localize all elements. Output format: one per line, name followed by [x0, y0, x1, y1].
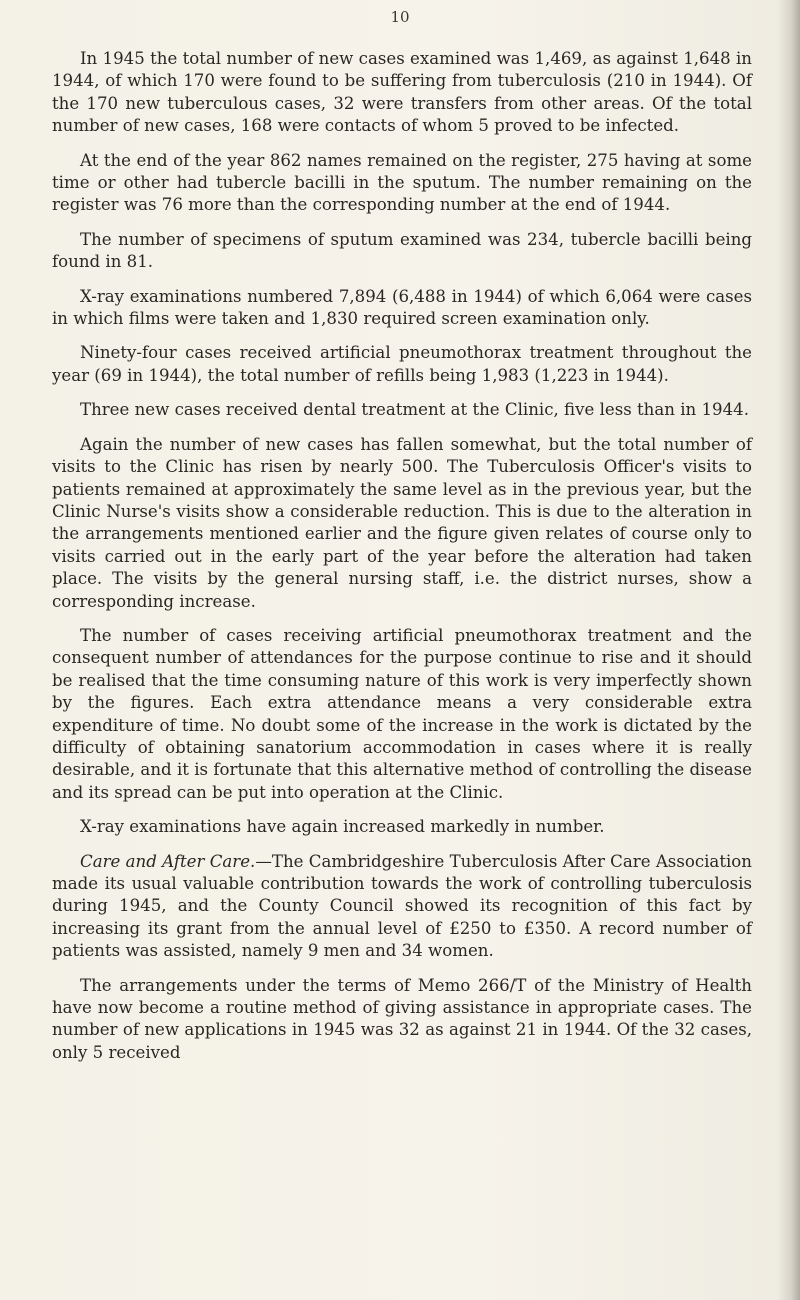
paragraph-memo: The arrangements under the terms of Memo 266/T of the Ministry of Health have now become a routine method of giving assistance in appropriate cases. The number of new applications in 1945 was 32 as against 21 in 1944. Of the 32 cases, only 5 received [52, 975, 752, 1062]
paragraph-care-after-care [52, 851, 752, 963]
paragraph-x-ray: X-ray examinations numbered 7,894 (6,488 in 1944) of which 6,064 were cases in which films were taken and 1,830 required screen examination only. [52, 286, 752, 329]
paragraph-visits: Again the number of new cases has fallen somewhat, but the total number of visits to the Clinic has risen by nearly 500. The Tuberculosis Officer's visits to patients remained at approximately the same level as in the previous year, but the Clinic Nurse's visits show a considerable reduction. This is due to the alteration in the arrangements mentioned earlier and the figure given relates of course only to visits carried out in the early part of the year before the alteration had taken place. The visits by the general nursing staff, i.e. the district nurses, show a corresponding increase. [52, 434, 752, 611]
paragraph-register: At the end of the year 862 names remained on the register, 275 having at some time or other had tubercle bacilli in the sputum. The number remaining on the register was 76 more than the corresponding number at the end of 1944. [52, 150, 752, 215]
paragraph-x-ray-increase: X-ray examinations have again increased markedly in number. [80, 817, 605, 837]
paragraph-pneumothorax: Ninety-four cases received artificial pneumothorax treatment throughout the year (69 in 1944), the total number of refills being 1,983 (1,223 in 1944). [52, 343, 752, 385]
paragraph-dental: Three new cases received dental treatment at the Clinic, five less than in 1944. [80, 400, 749, 420]
body-text [52, 48, 752, 1076]
page-number: 10 [390, 8, 410, 26]
paragraph-sputum: The number of specimens of sputum examined was 234, tubercle bacilli being found in 81. [52, 229, 752, 272]
page-edge-shadow [778, 0, 800, 1300]
paragraph-attendances: The number of cases receiving artificial pneumothorax treatment and the consequent number of attendances for the purpose continue to rise and it should be realised that the time consuming nature of this work is very imperfectly shown by the figures. Each extra attendance means a very considerable extra expenditure of time. No doubt some of the increase in the work is dictated by the difficulty of obtaining sanatorium accommodation in cases where it is really desirable, and it is fortunate that this alternative method of controlling the disease and its spread can be put into operation at the Clinic. [52, 625, 752, 802]
section-heading-care: Care and After Care. [80, 851, 256, 871]
paragraph-new-cases: In 1945 the total number of new cases examined was 1,469, as against 1,648 in 1944, of which 170 were found to be suffering from tuberculosis (210 in 1944). Of the 170 new tuberculous cases, 32 were transfers from other areas. Of the total number of new cases, 168 were contacts of whom 5 proved to be infected. [52, 49, 752, 136]
care-section-text: —The Cambridgeshire Tuberculosis After Care Association made its usual valuable contribution towards the work of controlling tuberculosis during 1945, and the County Council showed its recognition of this fact by increasing its grant from the annual level of £250 to £350. A record number of patients was assisted, namely 9 men and 34 women. [52, 851, 752, 961]
